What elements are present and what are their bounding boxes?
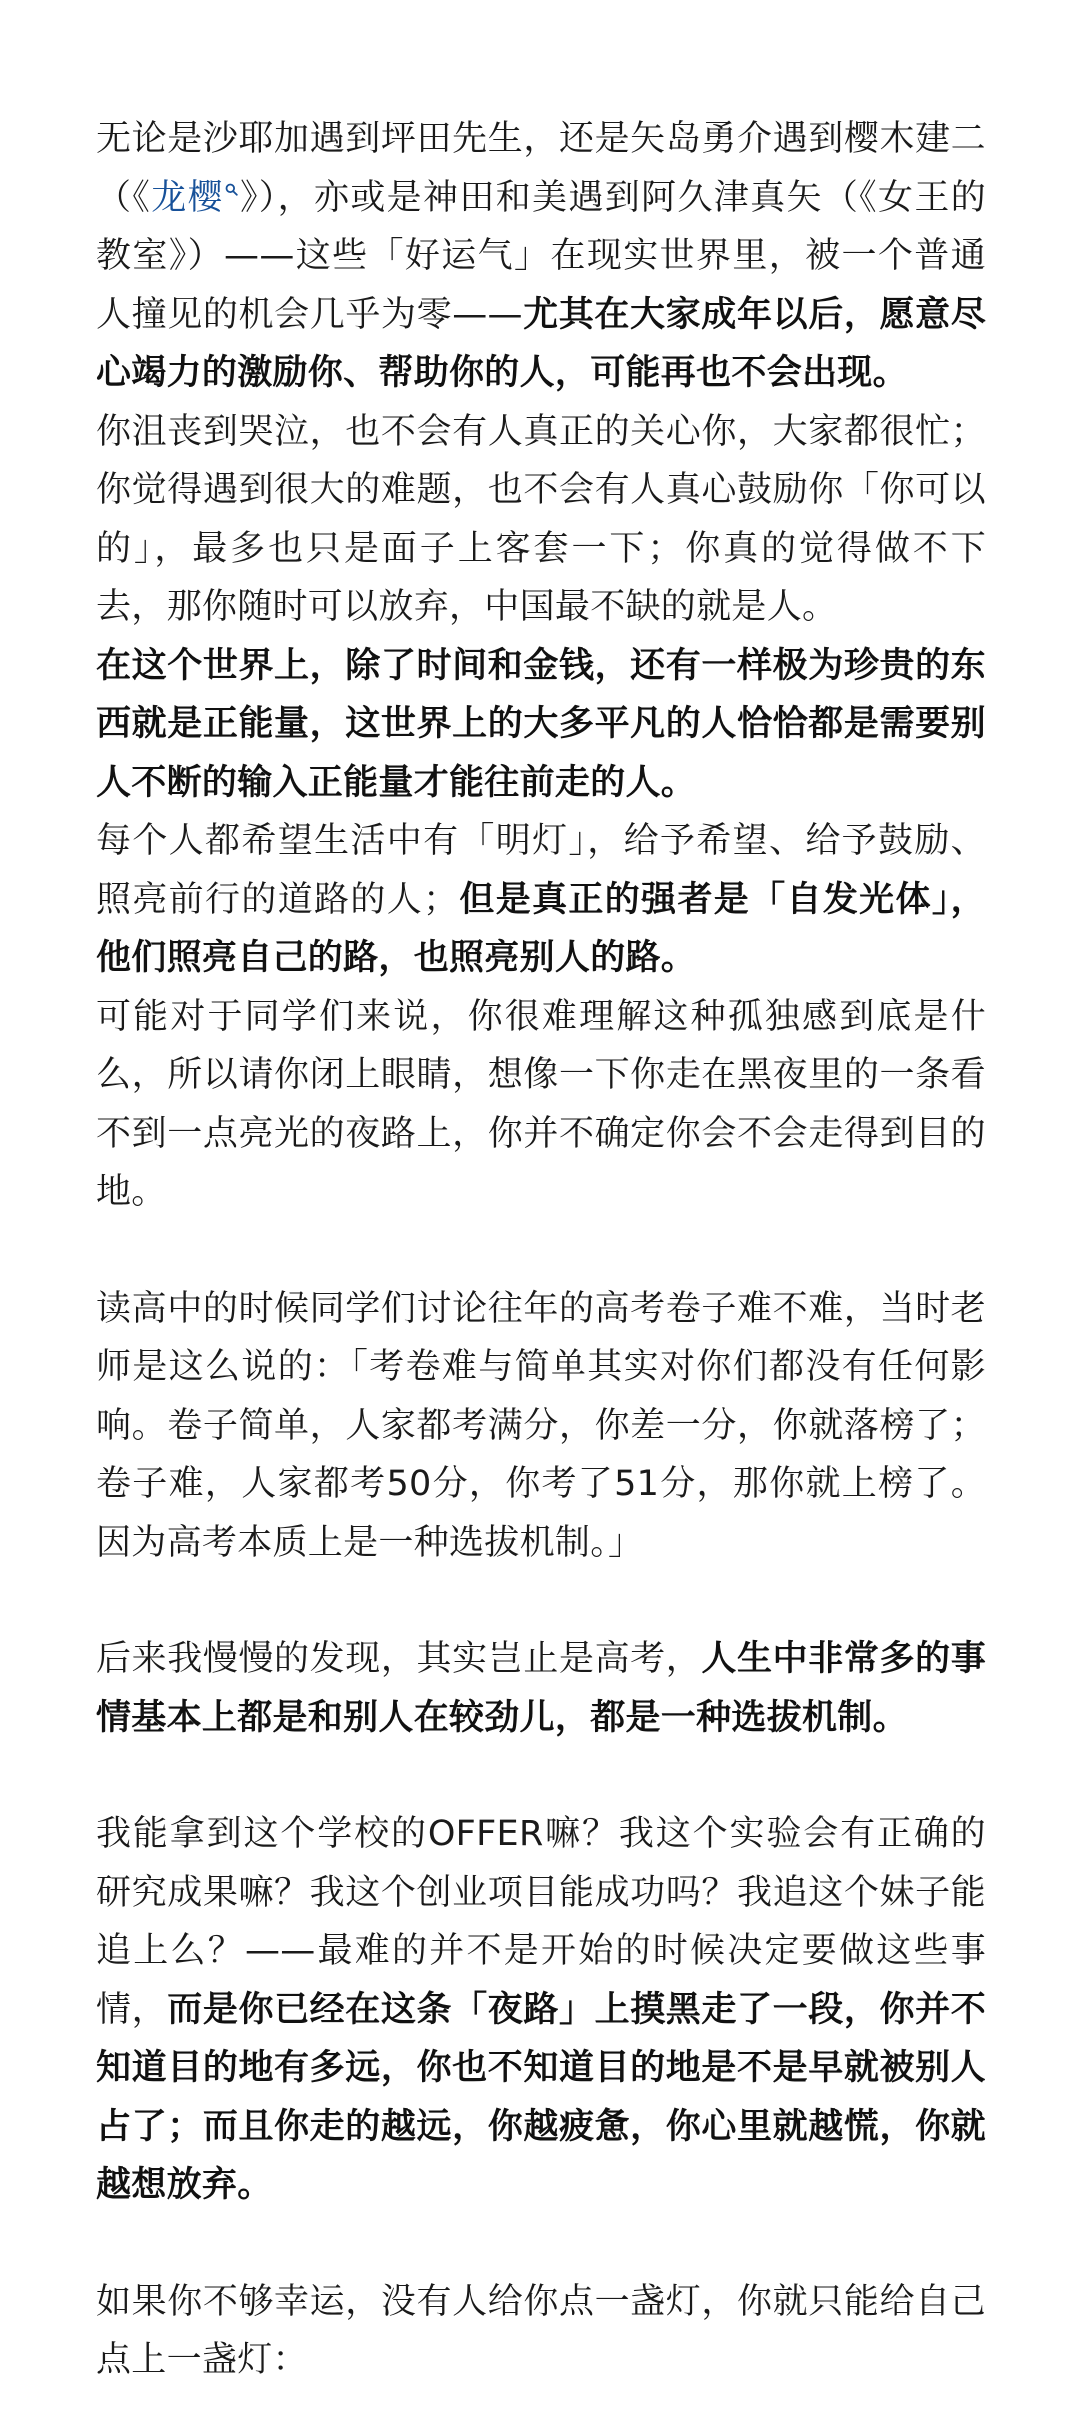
keyword-link-longying[interactable]	[151, 178, 239, 218]
paragraph-7	[96, 1630, 986, 1747]
paragraph-spacer	[96, 1222, 986, 1280]
paragraph-1	[96, 110, 986, 403]
paragraph-spacer	[96, 1747, 986, 1805]
paragraph-spacer	[96, 2215, 986, 2273]
paragraph-1-bold: 尤其在大家成年以后，愿意尽心竭力的激励你、帮助你的人，可能再也不会出现。	[96, 294, 986, 393]
keyword-link-label: 龙樱	[151, 177, 224, 218]
paragraph-8-bold: 而是你已经在这条「夜路」上摸黑走了一段，你并不知道目的地有多远，你也不知道目的地是不是早就被别人占了；而且你走的越远，你越疲惫，你心里就越慌，你就越想放弃。	[96, 1989, 986, 2205]
paragraph-4	[96, 812, 986, 988]
paragraph-1-text-a: 无论是沙耶加遇到坪田先生，还是矢岛勇介遇到樱木建二（《	[96, 119, 986, 218]
paragraph-3-bold: 在这个世界上，除了时间和金钱，还有一样极为珍贵的东西就是正能量，这世界上的大多平凡的人恰恰都是需要别人不断的输入正能量才能往前走的人。	[96, 645, 986, 803]
paragraph-7-bold: 人生中非常多的事情基本上都是和别人在较劲儿，都是一种选拔机制。	[96, 1639, 986, 1738]
paragraph-spacer	[96, 1572, 986, 1630]
paragraph-1-text-b: 》），亦或是神田和美遇到阿久津真矢（《女王的教室》）——这些「好运气」在现实世界里，被一个普通人撞见的机会几乎为零——	[96, 177, 986, 335]
paragraph-8-text: 我能拿到这个学校的OFFER嘛？我这个实验会有正确的研究成果嘛？我这个创业项目能成功吗？我追这个妹子能追上么？——最难的并不是开始的时候决定要做这些事情，	[96, 1814, 986, 2030]
paragraph-4-bold: 但是真正的强者是「自发光体」，他们照亮自己的路，也照亮别人的路。	[96, 879, 986, 978]
paragraph-5: 可能对于同学们来说，你很难理解这种孤独感到底是什么，所以请你闭上眼睛，想像一下你走在黑夜里的一条看不到一点亮光的夜路上，你并不确定你会不会走得到目的地。	[96, 996, 986, 1212]
paragraph-4-text: 每个人都希望生活中有「明灯」，给予希望、给予鼓励、照亮前行的道路的人；	[96, 821, 986, 920]
search-icon	[225, 183, 238, 196]
paragraph-6: 读高中的时候同学们讨论往年的高考卷子难不难，当时老师是这么说的：「考卷难与简单其实对你们都没有任何影响。卷子简单，人家都考满分，你差一分，你就落榜了；卷子难，人家都考50分，你考了51分，那你就上榜了。因为高考本质上是一种选拔机制。」	[96, 1288, 986, 1563]
article-body	[96, 110, 986, 2390]
paragraph-9: 如果你不够幸运，没有人给你点一盏灯，你就只能给自己点上一盏灯：	[96, 2281, 986, 2380]
paragraph-8	[96, 1805, 986, 2215]
paragraph-7-text: 后来我慢慢的发现，其实岂止是高考，	[96, 1639, 702, 1679]
paragraph-2: 你沮丧到哭泣，也不会有人真正的关心你，大家都很忙；你觉得遇到很大的难题，也不会有人真心鼓励你「你可以的」，最多也只是面子上客套一下；你真的觉得做不下去，那你随时可以放弃，中国最不缺的就是人。	[96, 411, 986, 627]
